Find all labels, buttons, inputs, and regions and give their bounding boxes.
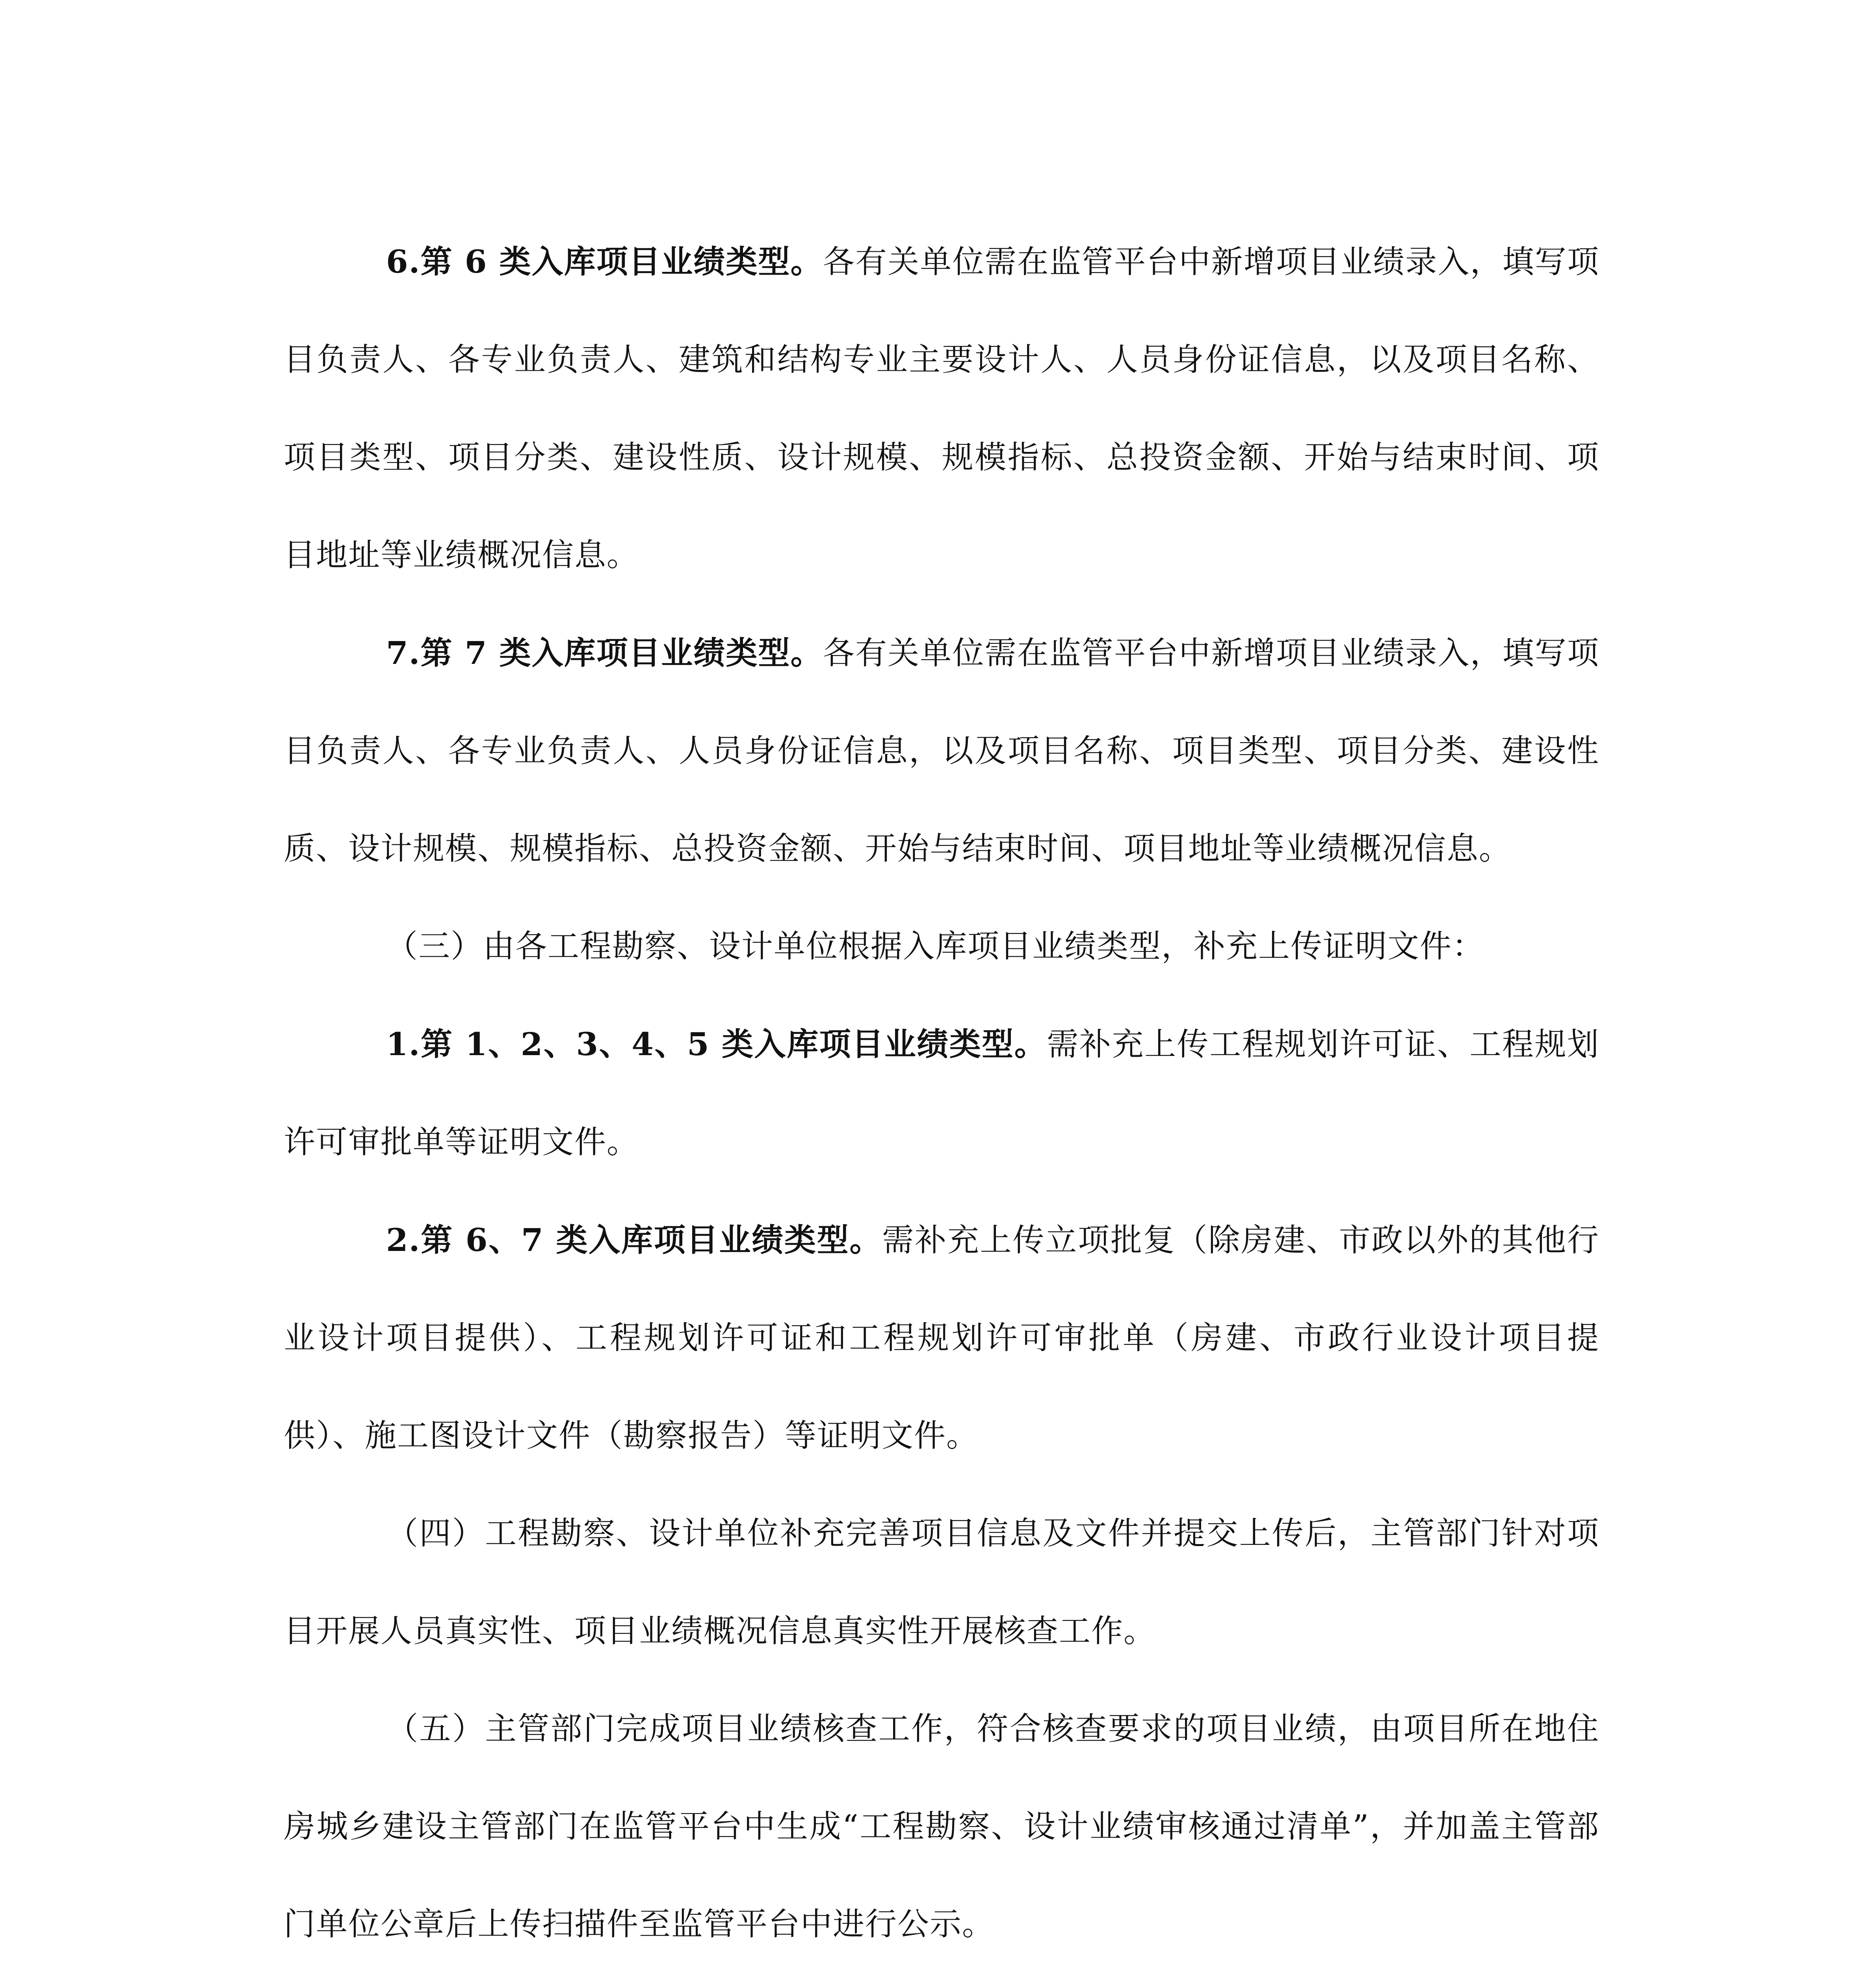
- paragraph-text: （四）工程勘察、设计单位补充完善项目信息及文件并提交上传后，主管部门针对项目开展人员真实性、项目业绩概况信息真实性开展核查工作。: [284, 1515, 1599, 1649]
- paragraph-text: 各有关单位需在监管平台中新增项目业绩录入，填写项目负责人、各专业负责人、人员身份证信息，以及项目名称、项目类型、项目分类、建设性质、设计规模、规模指标、总投资金额、开始与结束时间、项目地址等业绩概况信息。: [284, 635, 1600, 867]
- paragraph-type1-5: [284, 995, 1599, 1191]
- paragraph-section-3: [284, 898, 1599, 995]
- paragraph-text: （五）主管部门完成项目业绩核查工作，符合核查要求的项目业绩，由项目所在地住房城乡建设主管部门在监管平台中生成“工程勘察、设计业绩审核通过清单”，并加盖主管部门单位公章后上传扫描件至监管平台中进行公示。: [284, 1710, 1599, 1942]
- paragraph-text: （三）由各工程勘察、设计单位根据入库项目业绩类型，补充上传证明文件：: [386, 928, 1484, 965]
- paragraph-heading: 7.第 7 类入库项目业绩类型。: [386, 634, 823, 671]
- paragraph-section-4: [284, 1485, 1599, 1680]
- paragraph-type6-7: [284, 1191, 1599, 1485]
- paragraph-section-5: [284, 1680, 1599, 1970]
- paragraph-text: 各有关单位需在监管平台中新增项目业绩录入，填写项目负责人、各专业负责人、建筑和结构专业主要设计人、人员身份证信息，以及项目名称、项目类型、项目分类、建设性质、设计规模、规模指标、总投资金额、开始与结束时间、项目地址等业绩概况信息。: [284, 243, 1600, 573]
- paragraph-text: 需补充上传立项批复（除房建、市政以外的其他行业设计项目提供）、工程规划许可证和工程规划许可审批单（房建、市政行业设计项目提供）、施工图设计文件（勘察报告）等证明文件。: [284, 1222, 1600, 1454]
- paragraph-heading: 6.第 6 类入库项目业绩类型。: [386, 243, 823, 280]
- paragraph-type7: [284, 604, 1599, 898]
- paragraph-heading: 1.第 1、2、3、4、5 类入库项目业绩类型。: [386, 1026, 1047, 1063]
- document-page: [284, 213, 1599, 1970]
- paragraph-heading: 2.第 6、7 类入库项目业绩类型。: [386, 1221, 882, 1258]
- paragraph-text: 需补充上传工程规划许可证、工程规划许可审批单等证明文件。: [284, 1026, 1600, 1160]
- paragraph-type6: [284, 213, 1599, 604]
